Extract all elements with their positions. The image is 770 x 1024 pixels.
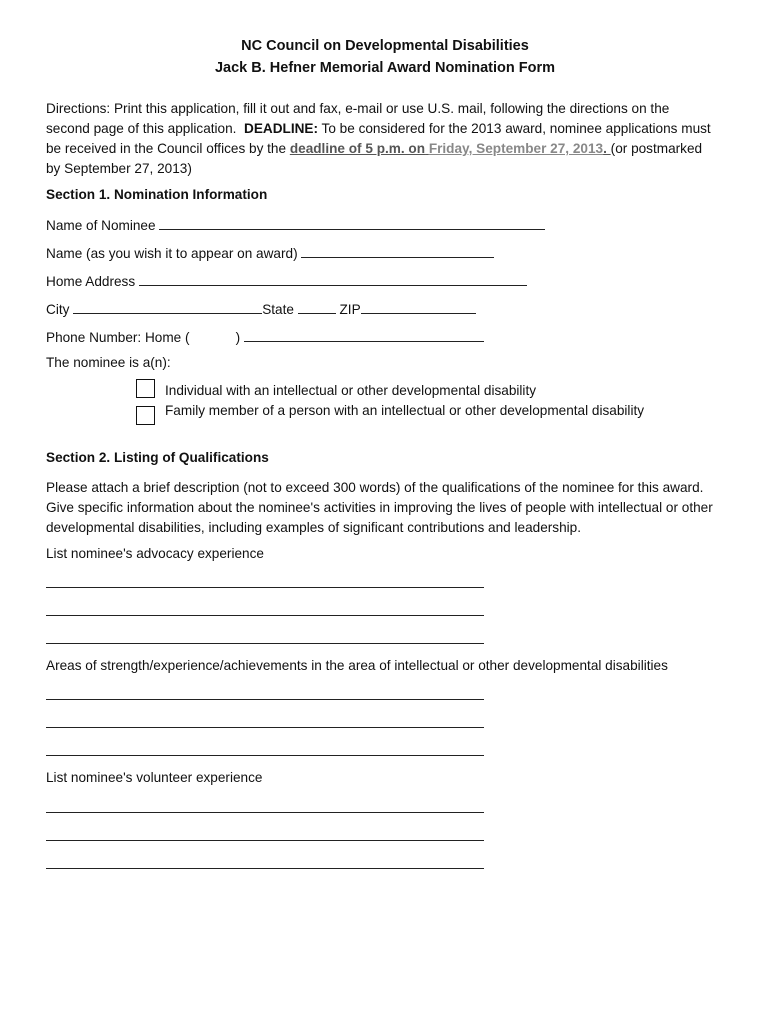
award-name-row [46,243,494,261]
strengths-line-1[interactable] [46,699,484,700]
volunteer-line-3[interactable] [46,868,484,869]
city-field[interactable] [73,299,262,314]
deadline-date: Friday, September 27, 2013 [428,141,604,156]
advocacy-line-1[interactable] [46,587,484,588]
phone-label: Phone Number: Home ( [46,330,190,345]
home-address-label: Home Address [46,274,139,289]
directions-text: (or postmarked [610,141,703,156]
section-2-heading: Section 2. Listing of Qualifications [46,450,269,465]
strengths-line-2[interactable] [46,727,484,728]
directions-paragraph [46,99,736,179]
directions-line-3 [46,139,736,159]
volunteer-label: List nominee's volunteer experience [46,770,263,785]
zip-field[interactable] [361,299,476,314]
strengths-line-3[interactable] [46,755,484,756]
directions-line-4: by September 27, 2013) [46,161,192,176]
directions-line-2 [46,119,736,139]
phone-number-field[interactable] [244,327,484,342]
section-1-heading: Section 1. Nomination Information [46,187,268,202]
deadline-time: deadline of 5 p.m. on [289,141,426,156]
award-name-field[interactable] [301,243,494,258]
directions-text: be received in the Council offices by the [46,141,290,156]
volunteer-line-1[interactable] [46,812,484,813]
home-address-row [46,271,527,289]
nominee-type-label: The nominee is a(n): [46,355,171,370]
strengths-label: Areas of strength/experience/achievements in the area of intellectual or other developmental disabilities [46,658,668,673]
home-address-field[interactable] [139,271,527,286]
advocacy-label: List nominee's advocacy experience [46,546,264,561]
nominee-name-row [46,215,545,233]
state-field[interactable] [298,299,336,314]
zip-label: ZIP [335,302,361,317]
individual-option-label: Individual with an intellectual or other developmental disability [165,383,537,398]
deadline-period: . [603,141,611,156]
volunteer-line-2[interactable] [46,840,484,841]
deadline-label: DEADLINE: [244,121,319,136]
individual-checkbox[interactable] [136,379,155,398]
intro-line-1: Please attach a brief description (not to exceed 300 words) of the qualifications of the nominee for this award. [46,480,704,495]
city-state-zip-row [46,299,476,317]
state-label: State [262,302,298,317]
directions-text: second page of this application. [46,121,244,136]
form-title: Jack B. Hefner Memorial Award Nomination Form [214,60,556,76]
advocacy-line-3[interactable] [46,643,484,644]
phone-paren-close: ) [235,330,241,345]
intro-line-2: Give specific information about the nominee's activities in improving the lives of people with intellectual or other [46,500,713,515]
award-name-label: Name (as you wish it to appear on award) [46,246,302,261]
nominee-name-label: Name of Nominee [46,218,160,233]
phone-area-code-field[interactable] [190,328,236,342]
phone-row [46,327,484,345]
nominee-name-field[interactable] [159,215,545,230]
directions-line-1: Directions: Print this application, fill it out and fax, e-mail or use U.S. mail, following the directions on the [46,101,670,116]
intro-line-3: developmental disabilities, including examples of significant contributions and leadership. [46,520,582,535]
family-member-option-label: Family member of a person with an intellectual or other developmental disability [165,403,645,418]
advocacy-line-2[interactable] [46,615,484,616]
directions-text: To be considered for the 2013 award, nominee applications must [318,121,711,136]
family-member-checkbox[interactable] [136,406,155,425]
city-label: City [46,302,74,317]
form-org-title: NC Council on Developmental Disabilities [241,38,529,54]
qualifications-intro [46,478,746,538]
